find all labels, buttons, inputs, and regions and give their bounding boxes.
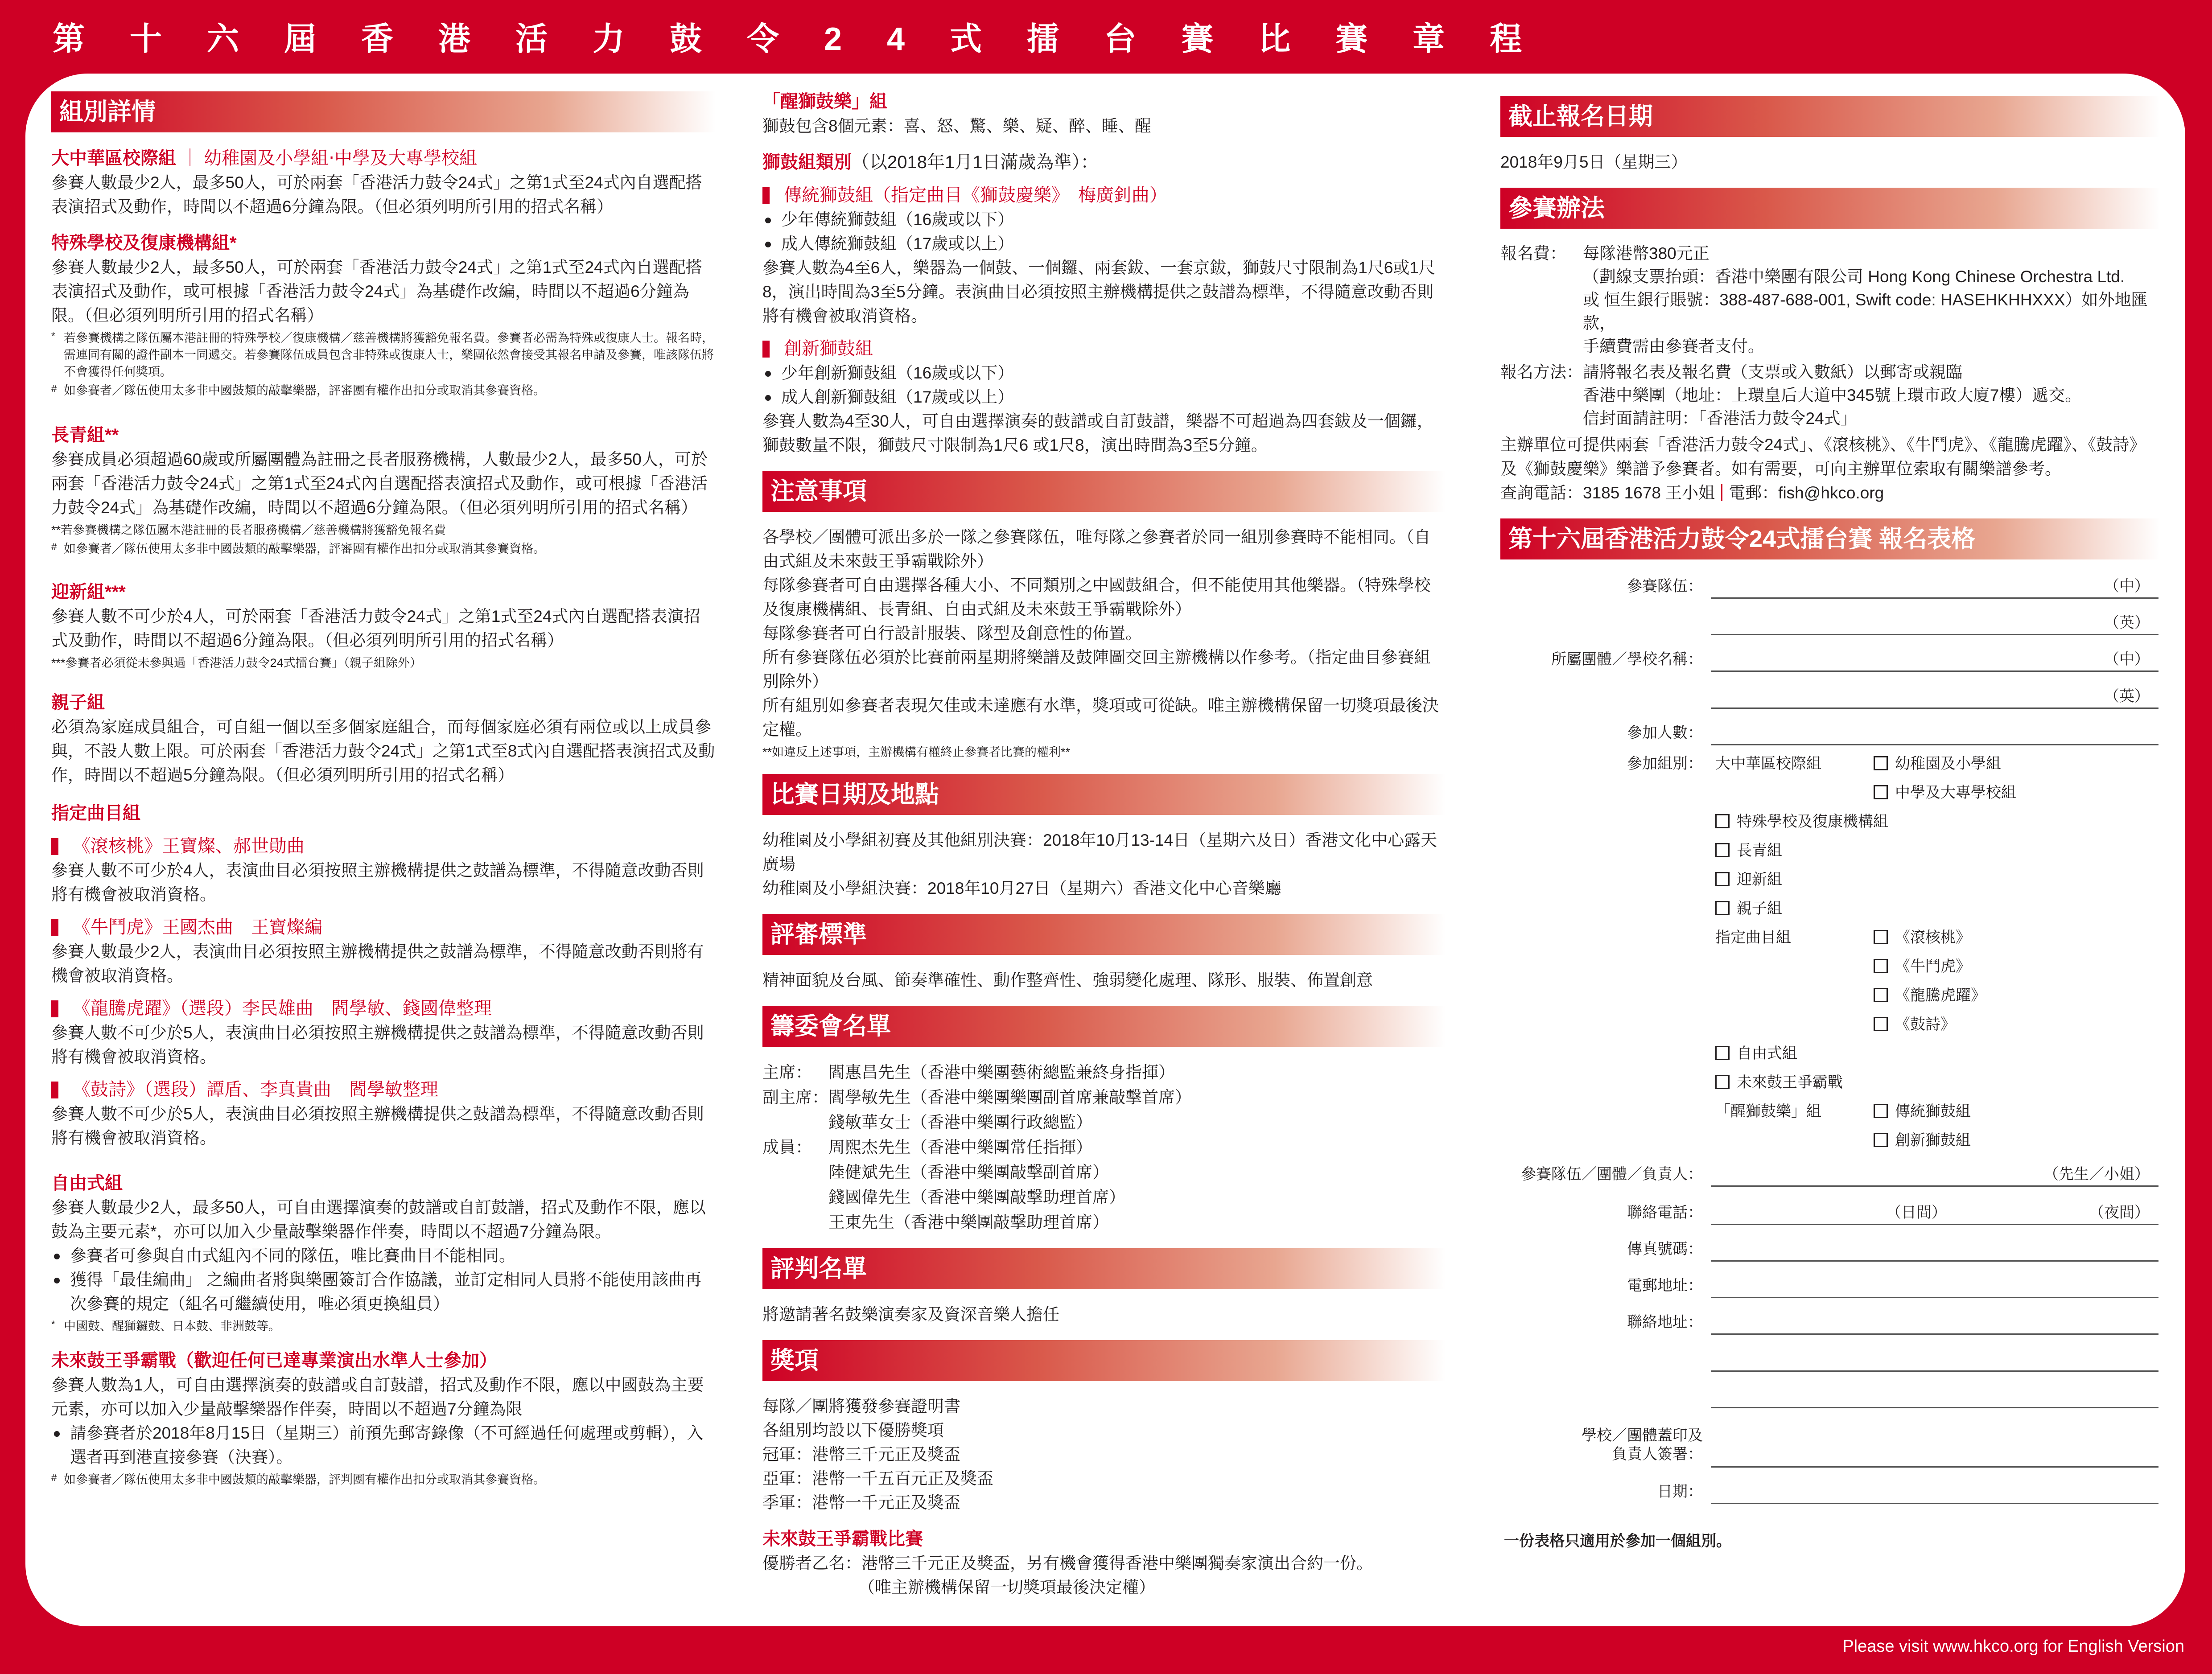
paragraph: 精神面貌及台風、節奏準確性、動作整齊性、強弱變化處理、隊形、服裝、佈置創意: [762, 971, 1373, 989]
paragraph: 主辦單位可提供兩套「香港活力鼓令24式」、《滾核桃》、《牛鬥虎》、《龍騰虎躍》、《鼓詩》及《獅鼓慶樂》樂譜予參賽者。如有需要，可向主辦單位索取有關樂譜參考。: [1500, 436, 2146, 478]
footnote: [762, 744, 1446, 761]
checkbox-option[interactable]: [1715, 899, 1782, 918]
member-name: 錢國偉先生（香港中樂團敲擊助理首席）: [828, 1188, 1125, 1206]
contact-email[interactable]: 電郵：fish@hkco.org: [1729, 484, 1884, 502]
section-header: [762, 471, 1446, 512]
checkbox-option[interactable]: [1715, 841, 1782, 860]
red-bar-marker: [762, 341, 770, 358]
checkbox[interactable]: [1874, 959, 1888, 973]
input-line[interactable]: [1711, 1185, 2158, 1187]
committee-member: [762, 1110, 1446, 1135]
member-name: 周熙杰先生（香港中樂團常任指揮）: [828, 1138, 1092, 1156]
checkbox-label: 《龍騰虎躍》: [1895, 987, 1986, 1004]
field-label: 參賽隊伍：: [1627, 578, 1703, 595]
piece-heading: [51, 915, 716, 940]
footnote-mark: *: [51, 1319, 55, 1330]
checkbox-label: 《滾核桃》: [1895, 929, 1971, 946]
checkbox-option[interactable]: [1874, 754, 2001, 773]
subheading-title: 迎新組***: [51, 582, 126, 602]
subheading: [51, 230, 716, 255]
committee-member: [762, 1135, 1446, 1160]
footnote-text: 如參賽者／隊伍使用太多非中國鼓類的敲擊樂器，評審團有權作出扣分或取消其參賽資格。: [64, 384, 545, 397]
field-label: 聯絡電話：: [1627, 1204, 1703, 1221]
bullet-item: 請參賽者於2018年8月15日（星期三）前預先郵寄錄像（不可經過任何處理或剪輯），入選者再到港直接參賽（決賽）。: [51, 1421, 716, 1469]
checkbox-option[interactable]: [1715, 870, 1782, 889]
subheading: [762, 1526, 1446, 1551]
paragraph: 每隊／團將獲發參賽證明書: [762, 1397, 960, 1415]
section-group: [762, 914, 1446, 992]
checkbox-label: 傳統獅鼓組: [1895, 1103, 1971, 1120]
piece-heading: [51, 996, 716, 1021]
category-label: 「醒獅鼓樂」組: [1715, 1103, 1821, 1120]
section-group: [1500, 96, 2160, 174]
paragraph: 參賽人數為4至30人，可自由選擇演奏的鼓譜或自訂鼓譜，樂器不可超過為四套鈸及一個鑼，獅鼓數量不限，獅鼓尺寸限制為1尺6 或1尺8，演出時間為3至5分鐘。: [762, 412, 1433, 454]
input-line[interactable]: [1711, 1370, 2158, 1372]
input-line[interactable]: [1711, 1503, 2158, 1504]
footnote-mark: #: [51, 383, 57, 394]
info-line: 或 恒生銀行賬號：388-487-688-001, Swift code: HASEHKHHXXX）如外地匯款，: [1583, 291, 2148, 332]
piece-heading: [51, 834, 716, 859]
field-hint: （英）: [2104, 688, 2150, 705]
input-line[interactable]: [1711, 597, 2158, 599]
member-name: 陸健斌先生（香港中樂團敲擊副首席）: [828, 1163, 1109, 1181]
footnote-text: 中國鼓、醒獅鑼鼓、日本鼓、非洲鼓等。: [64, 1320, 280, 1333]
footnote: [51, 1471, 716, 1488]
section-header-title: 截止報名日期: [1508, 103, 1653, 130]
paragraph: 參賽人數最少2人，最多50人，可於兩套「香港活力鼓令24式」之第1式至24式內自選配搭表演招式及動作，時間以不超過6分鐘為限。（但必須列明所引用的招式名稱）: [51, 173, 702, 216]
input-line[interactable]: [1711, 634, 2158, 635]
section-header: [762, 1006, 1446, 1047]
footnote: [51, 329, 716, 380]
info-line: 請將報名表及報名費（支票或入數紙）以郵寄或親臨: [1583, 363, 1962, 381]
checkbox-label: 自由式組: [1737, 1045, 1797, 1062]
committee-list: [762, 1060, 1446, 1235]
section-group: [51, 580, 716, 671]
checkbox[interactable]: [1874, 1133, 1888, 1147]
section-group: [762, 1006, 1446, 1235]
section-header-title: 比賽日期及地點: [770, 781, 939, 808]
piece-title: 《鼓詩》（選段）譚盾、李真貴曲 閻學敏整理: [73, 1080, 438, 1099]
checkbox[interactable]: [1715, 843, 1730, 857]
subheading: [51, 423, 716, 448]
paragraph: 參賽人數為1人，可自由選擇演奏的鼓譜或自訂鼓譜，招式及動作不限，應以中國鼓為主要元素，亦可以加入少量敲擊樂器作伴奏，時間以不超過7分鐘為限: [51, 1376, 704, 1418]
committee-member: [762, 1060, 1446, 1085]
info-line: （劃線支票抬頭：香港中樂團有限公司 Hong Kong Chinese Orchestra Ltd.: [1583, 267, 2125, 286]
section-header-title: 組別詳情: [59, 99, 156, 125]
piece-heading: [762, 183, 1446, 208]
paragraph: 參賽人數不可少於4人，表演曲目必須按照主辦機構提供之鼓譜為標準，不得隨意改動否則將有機會被取消資格。: [51, 861, 704, 904]
section-group: [762, 471, 1446, 761]
bullet-item: 成人創新獅鼓組（17歲或以上）: [762, 385, 1446, 409]
member-name: 王東先生（香港中樂團敲擊助理首席）: [828, 1213, 1109, 1231]
info-line: 信封面請註明：「香港活力鼓令24式」: [1583, 409, 1857, 428]
subheading-title: 獅鼓組類別: [762, 152, 852, 172]
section-header: [1500, 188, 2160, 229]
checkbox[interactable]: [1715, 872, 1730, 886]
paragraph: 參賽人數不可少於4人，可於兩套「香港活力鼓令24式」之第1式至24式內自選配搭表演招式及動作，時間以不超過6分鐘為限。（但必須列明所引用的招式名稱）: [51, 607, 700, 650]
paragraph: 參賽成員必須超過60歲或所屬團體為註冊之長者服務機構，人數最少2人，最多50人，可於兩套「香港活力鼓令24式」之第1式至24式內自選配搭表演招式及動作，或可根據「香港活力鼓令24式」為基礎作改編，時間以不超過6分鐘為限。（但必須列明所引用的招式名稱）: [51, 450, 708, 517]
subheading-detail: （以2018年1月1日滿歲為準）：: [852, 152, 1099, 172]
section-header: [1500, 518, 2160, 559]
checkbox[interactable]: [1715, 901, 1730, 915]
section-header-title: 第十六屆香港活力鼓令24式擂台賽 報名表格: [1508, 526, 1976, 552]
checkbox-label: 迎新組: [1737, 871, 1782, 888]
paragraph: 亞軍：港幣一千五百元正及獎盃: [762, 1469, 993, 1488]
footnote-text: 如參賽者／隊伍使用太多非中國鼓類的敲擊樂器，評審團有權作出扣分或取消其參賽資格。: [64, 542, 545, 555]
red-bar-marker: [51, 919, 58, 936]
field-hint: （先生／小姐）: [2043, 1166, 2150, 1183]
input-line[interactable]: [1711, 1224, 2158, 1225]
separator: [1721, 484, 1722, 501]
section-group: [762, 1340, 1446, 1600]
section-group: [1500, 518, 2160, 573]
checkbox[interactable]: [1874, 988, 1888, 1002]
footnote-text: ***參賽者必須從未參與過「香港活力鼓令24式擂台賽」（親子組除外）: [51, 656, 422, 670]
info-label: 報名費：: [1500, 244, 1566, 263]
checkbox-option[interactable]: [1715, 1044, 1797, 1063]
field-hint: （中）: [2104, 578, 2150, 595]
info-value: [1583, 242, 2160, 358]
field-hint: （中）: [2104, 651, 2150, 668]
info-line: 每隊港幣380元正: [1583, 244, 1709, 263]
subheading: [51, 146, 716, 171]
section-header-title: 籌委會名單: [770, 1013, 891, 1040]
section-header-title: 注意事項: [770, 478, 867, 505]
checkbox-label: 《牛鬥虎》: [1895, 958, 1971, 975]
subheading: [51, 690, 716, 715]
page-title: 第十六屆香港活力鼓令24式擂台賽比賽章程: [53, 21, 1567, 57]
section-group: [1500, 188, 2160, 505]
paragraph: 每隊參賽者可自行設計服裝、隊型及創意性的佈置。: [762, 624, 1142, 642]
member-role: [762, 1185, 828, 1210]
piece-title: 傳統獅鼓組（指定曲目《獅鼓慶樂》 梅廣釗曲）: [784, 185, 1167, 205]
member-role: 副主席：: [762, 1088, 828, 1106]
piece-title: 《滾核桃》王寶燦、郝世勛曲: [73, 836, 305, 856]
paragraph: 參賽人數最少2人，最多50人，可自由選擇演奏的鼓譜或自訂鼓譜，招式及動作不限，應以鼓為主要元素*，亦可以加入少量敲擊樂器作伴奏，時間以不超過7分鐘為限。: [51, 1198, 706, 1241]
piece-title: 《龍騰虎躍》（選段）李民雄曲 閻學敏、錢國偉整理: [73, 999, 492, 1018]
checkbox-label: 特殊學校及復康機構組: [1737, 813, 1888, 830]
footnote-text: 若參賽機構之隊伍屬本港註冊的特殊學校／復康機構／慈善機構將獲豁免報名費。參賽者必需為特殊或復康人士。報名時，需連同有關的證件副本一同遞交。若參賽隊伍成員包含非特殊或復康人士，樂團依然會接受其報名申請及參賽，唯該隊伍將不會獲得任何獎項。: [64, 331, 714, 378]
paragraph: 參賽人數不可少於5人，表演曲目必須按照主辦機構提供之鼓譜為標準，不得隨意改動否則將有機會被取消資格。: [51, 1024, 704, 1066]
field-label: 日期：: [1657, 1483, 1703, 1500]
piece-title: 《牛鬥虎》王國杰曲 王寶燦編: [73, 917, 322, 937]
section-group: [51, 91, 716, 399]
piece-heading: [762, 336, 1446, 361]
field-label: 電郵地址：: [1627, 1277, 1703, 1294]
checkbox-label: 中學及大專學校組: [1895, 784, 2016, 801]
subheading: [762, 150, 1446, 175]
subheading: [762, 89, 1446, 114]
footnote-mark: *: [51, 330, 55, 341]
input-line[interactable]: [1711, 1297, 2158, 1298]
red-bar-marker: [51, 1082, 58, 1098]
input-line[interactable]: [1711, 1407, 2158, 1408]
footnote-mark: #: [51, 541, 57, 552]
subheading-title: 特殊學校及復康機構組*: [51, 233, 237, 253]
paragraph: 所有組別如參賽者表現欠佳或未達應有水準，獎項或可從缺。唯主辦機構保留一切獎項最後決定權。: [762, 696, 1439, 739]
member-role: [762, 1110, 828, 1135]
checkbox[interactable]: [1874, 1017, 1888, 1031]
checkbox-option[interactable]: [1874, 986, 1986, 1005]
section-group: [762, 1248, 1446, 1327]
red-bar-marker: [762, 187, 770, 204]
footnote-text: **如違反上述事項，主辦機構有權終止參賽者比賽的權利**: [762, 745, 1071, 759]
footnote: [51, 1318, 716, 1335]
field-label: 所屬團體／學校名稱：: [1551, 651, 1703, 668]
subheading-title: 指定曲目組: [51, 803, 140, 823]
checkbox[interactable]: [1874, 930, 1888, 944]
checkbox-label: 創新獅鼓組: [1895, 1132, 1971, 1149]
form-note: 一份表格只適用於參加一個組別。: [1504, 1533, 1731, 1550]
section-header-title: 獎項: [770, 1347, 819, 1374]
footnote: [51, 522, 716, 539]
input-line[interactable]: [1711, 1260, 2158, 1262]
checkbox-label: 《鼓詩》: [1895, 1016, 1956, 1033]
member-role: [762, 1160, 828, 1185]
section-header-title: 評審標準: [770, 921, 867, 948]
paragraph: 各組別均設以下優勝獎項: [762, 1421, 944, 1440]
input-line[interactable]: [1711, 744, 2158, 745]
input-line[interactable]: [1711, 1333, 2158, 1335]
subheading: [51, 580, 716, 605]
member-role: 成員：: [762, 1138, 812, 1156]
checkbox[interactable]: [1874, 1104, 1888, 1118]
footnote: [51, 654, 716, 671]
checkbox[interactable]: [1715, 1075, 1730, 1089]
info-line: 手續費需由參賽者支付。: [1583, 337, 1764, 355]
info-row: [1500, 242, 2160, 358]
section-group: [762, 774, 1446, 901]
section-header: [762, 914, 1446, 955]
checkbox-option[interactable]: [1874, 957, 1971, 976]
field-label: 參賽隊伍／團體／負責人：: [1521, 1166, 1703, 1183]
paragraph: 參賽人數最少2人，最多50人，可於兩套「香港活力鼓令24式」之第1式至24式內自選配搭表演招式及動作，或可根據「香港活力鼓令24式」為基礎作改編，時間以不超過6分鐘為限。（但必須列明所引用的招式名稱）: [51, 258, 702, 325]
checkbox[interactable]: [1715, 1046, 1730, 1060]
group-label: 參加組別：: [1627, 755, 1703, 772]
subheading-detail: ｜ 幼稚園及小學組‧中學及大專學校組: [176, 148, 477, 168]
checkbox-option[interactable]: [1715, 812, 1888, 831]
subheading: [51, 1348, 716, 1373]
bullet-item: 成人傳統獅鼓組（17歲或以上）: [762, 232, 1446, 256]
subheading-title: 「醒獅鼓樂」組: [762, 92, 887, 111]
checkbox-label: 幼稚園及小學組: [1895, 755, 2001, 772]
section-group: [51, 801, 716, 1150]
section-header: [762, 774, 1446, 815]
paragraph: 參賽人數不可少於5人，表演曲目必須按照主辦機構提供之鼓譜為標準，不得隨意改動否則將有機會被取消資格。: [51, 1105, 704, 1147]
checkbox-option[interactable]: [1874, 928, 1971, 947]
bullet-item: 少年傳統獅鼓組（16歲或以下）: [762, 208, 1446, 232]
subheading-title: 長青組**: [51, 425, 119, 445]
paragraph: 幼稚園及小學組初賽及其他組別決賽：2018年10月13-14日（星期六及日）香港文化中心露天廣場: [762, 831, 1438, 873]
paragraph: 冠軍：港幣三千元正及獎盃: [762, 1445, 960, 1464]
info-label: 報名方法：: [1500, 363, 1583, 381]
paragraph: 2018年9月5日（星期三）: [1500, 153, 1688, 171]
checkbox-label: 長青組: [1737, 842, 1782, 859]
committee-member: [762, 1185, 1446, 1210]
bullet-item: 少年創新獅鼓組（16歲或以下）: [762, 361, 1446, 385]
paragraph: 幼稚園及小學組決賽：2018年10月27日（星期六）香港文化中心音樂廳: [762, 879, 1281, 897]
committee-member: [762, 1160, 1446, 1185]
piece-title: 創新獅鼓組: [784, 339, 873, 358]
paragraph: 將邀請著名鼓樂演奏家及資深音樂人擔任: [762, 1305, 1059, 1324]
member-role: [762, 1210, 828, 1235]
member-name: 閻惠昌先生（香港中樂團藝術總監兼終身指揮）: [828, 1063, 1175, 1082]
category-label: 大中華區校際組: [1715, 755, 1821, 772]
subheading: [51, 801, 716, 826]
field-hint: （日間）: [1886, 1204, 1947, 1221]
checkbox-label: 未來鼓王爭霸戰: [1737, 1074, 1843, 1091]
field-label: 學校／團體蓋印及 負責人簽署：: [1582, 1427, 1703, 1463]
paragraph: 必須為家庭成員組合，可自組一個以至多個家庭組合，而每個家庭必須有兩位或以上成員參與，不設人數上限。可於兩套「香港活力鼓令24式」之第1式至8式內自選配搭表演招式及動作，時間以不超過5分鐘為限。（但必須列明所引用的招式名稱）: [51, 718, 715, 784]
paragraph: 各學校／團體可派出多於一隊之參賽隊伍，唯每隊之參賽者於同一組別參賽時不能相同。（自由式組及未來鼓王爭霸戰除外）: [762, 528, 1431, 570]
section-header-title: 評判名單: [770, 1255, 867, 1282]
red-bar-marker: [51, 838, 58, 855]
checkbox-option[interactable]: [1874, 1131, 1971, 1150]
checkbox[interactable]: [1715, 814, 1730, 828]
paragraph: 參賽人數為4至6人，樂器為一個鼓、一個鑼、兩套鈸、一套京鈸，獅鼓尺寸限制為1尺6或1尺8，演出時間為3至5分鐘。表演曲目必須按照主辦機構提供之鼓譜為標準，不得隨意改動否則將有機會被取消資格。: [762, 259, 1435, 325]
footnote-text: **若參賽機構之隊伍屬本港註冊的長者服務機構／慈善機構將獲豁免報名費: [51, 523, 446, 537]
subheading-title: 親子組: [51, 693, 105, 712]
section-header: [51, 91, 716, 132]
english-version-link[interactable]: Please visit www.hkco.org for English Version: [1842, 1637, 2184, 1656]
paragraph: 優勝者乙名：港幣三千元正及獎盃，另有機會獲得香港中樂團獨奏家演出合約一份。: [762, 1554, 1373, 1572]
bullet-item: 參賽者可參與自由式組內不同的隊伍，唯比賽曲目不能相同。: [51, 1244, 716, 1268]
committee-member: [762, 1210, 1446, 1235]
footnote: [51, 540, 716, 557]
input-line[interactable]: [1711, 670, 2158, 672]
field-label: 參加人數：: [1627, 724, 1703, 741]
info-line: 香港中樂團（地址：上環皇后大道中345號上環市政大廈7樓）遞交。: [1583, 386, 2082, 404]
section-group: [51, 1348, 716, 1488]
subheading-title: 自由式組: [51, 1173, 123, 1193]
checkbox[interactable]: [1874, 756, 1888, 770]
contact-info: [1500, 481, 2160, 505]
paragraph: 季軍：港幣一千元正及獎盃: [762, 1493, 960, 1512]
checkbox-option[interactable]: [1874, 1102, 1971, 1121]
section-header: [1500, 96, 2160, 137]
section-group: [51, 1171, 716, 1335]
section-header-title: 參賽辦法: [1508, 195, 1605, 222]
subheading-title: 大中華區校際組: [51, 148, 176, 168]
footnote-text: 如參賽者／隊伍使用太多非中國鼓類的敲擊樂器，評判團有權作出扣分或取消其參賽資格。: [64, 1473, 545, 1486]
field-hint: （夜間）: [2089, 1204, 2150, 1221]
checkbox-option[interactable]: [1874, 1015, 1956, 1034]
checkbox-label: 親子組: [1737, 900, 1782, 917]
field-hint: （英）: [2104, 614, 2150, 631]
paragraph: 所有參賽隊伍必須於比賽前兩星期將樂譜及鼓陣圖交回主辦機構以作參考。（指定曲目參賽組別除外）: [762, 648, 1431, 691]
input-line[interactable]: [1711, 1466, 2158, 1468]
footnote-mark: #: [51, 1472, 57, 1483]
paragraph: 每隊參賽者可自由選擇各種大小、不同類別之中國鼓組合，但不能使用其他樂器。（特殊學校及復康機構組、長青組、自由式組及未來鼓王爭霸戰除外）: [762, 576, 1431, 618]
category-label: 指定曲目組: [1715, 929, 1791, 946]
info-row: [1500, 361, 2160, 430]
member-name: 閻學敏先生（香港中樂團樂團副首席兼敲擊首席）: [828, 1088, 1191, 1106]
paragraph: 獅鼓包含8個元素：喜、怒、驚、樂、疑、醉、睡、醒: [762, 117, 1151, 135]
checkbox-option[interactable]: [1874, 783, 2016, 802]
committee-member: [762, 1085, 1446, 1110]
section-header: [762, 1248, 1446, 1289]
section-header: [762, 1340, 1446, 1381]
field-label: 傳真號碼：: [1627, 1241, 1703, 1258]
paragraph: （唯主辦機構保留一切獎項最後決定權）: [858, 1578, 1155, 1596]
footnote: [51, 382, 716, 399]
section-group: [51, 690, 716, 787]
input-line[interactable]: [1711, 707, 2158, 709]
subheading: [51, 1171, 716, 1196]
checkbox[interactable]: [1874, 785, 1888, 799]
bullet-item: 獲得「最佳編曲」 之編曲者將與樂團簽訂合作協議，並訂定相同人員將不能使用該曲再次參賽的規定（組名可繼續使用，唯必須更換組員）: [51, 1268, 716, 1316]
paragraph: 參賽人數最少2人，表演曲目必須按照主辦機構提供之鼓譜為標準，不得隨意改動否則將有機會被取消資格。: [51, 942, 704, 985]
section-group: [762, 89, 1446, 457]
member-role: 主席：: [762, 1063, 812, 1082]
member-name: 錢敏華女士（香港中樂團行政總監）: [828, 1113, 1092, 1131]
field-label: 聯絡地址：: [1627, 1314, 1703, 1331]
contact-phone: 查詢電話：3185 1678 王小姐: [1500, 484, 1715, 502]
piece-heading: [51, 1077, 716, 1102]
checkbox-option[interactable]: [1715, 1073, 1843, 1092]
section-group: [51, 423, 716, 557]
info-value: [1583, 361, 2081, 430]
subheading-title: 未來鼓王爭霸戰比賽: [762, 1529, 923, 1549]
red-bar-marker: [51, 1000, 58, 1017]
subheading-title: 未來鼓王爭霸戰（歡迎任何已達專業演出水準人士參加）: [51, 1351, 497, 1370]
